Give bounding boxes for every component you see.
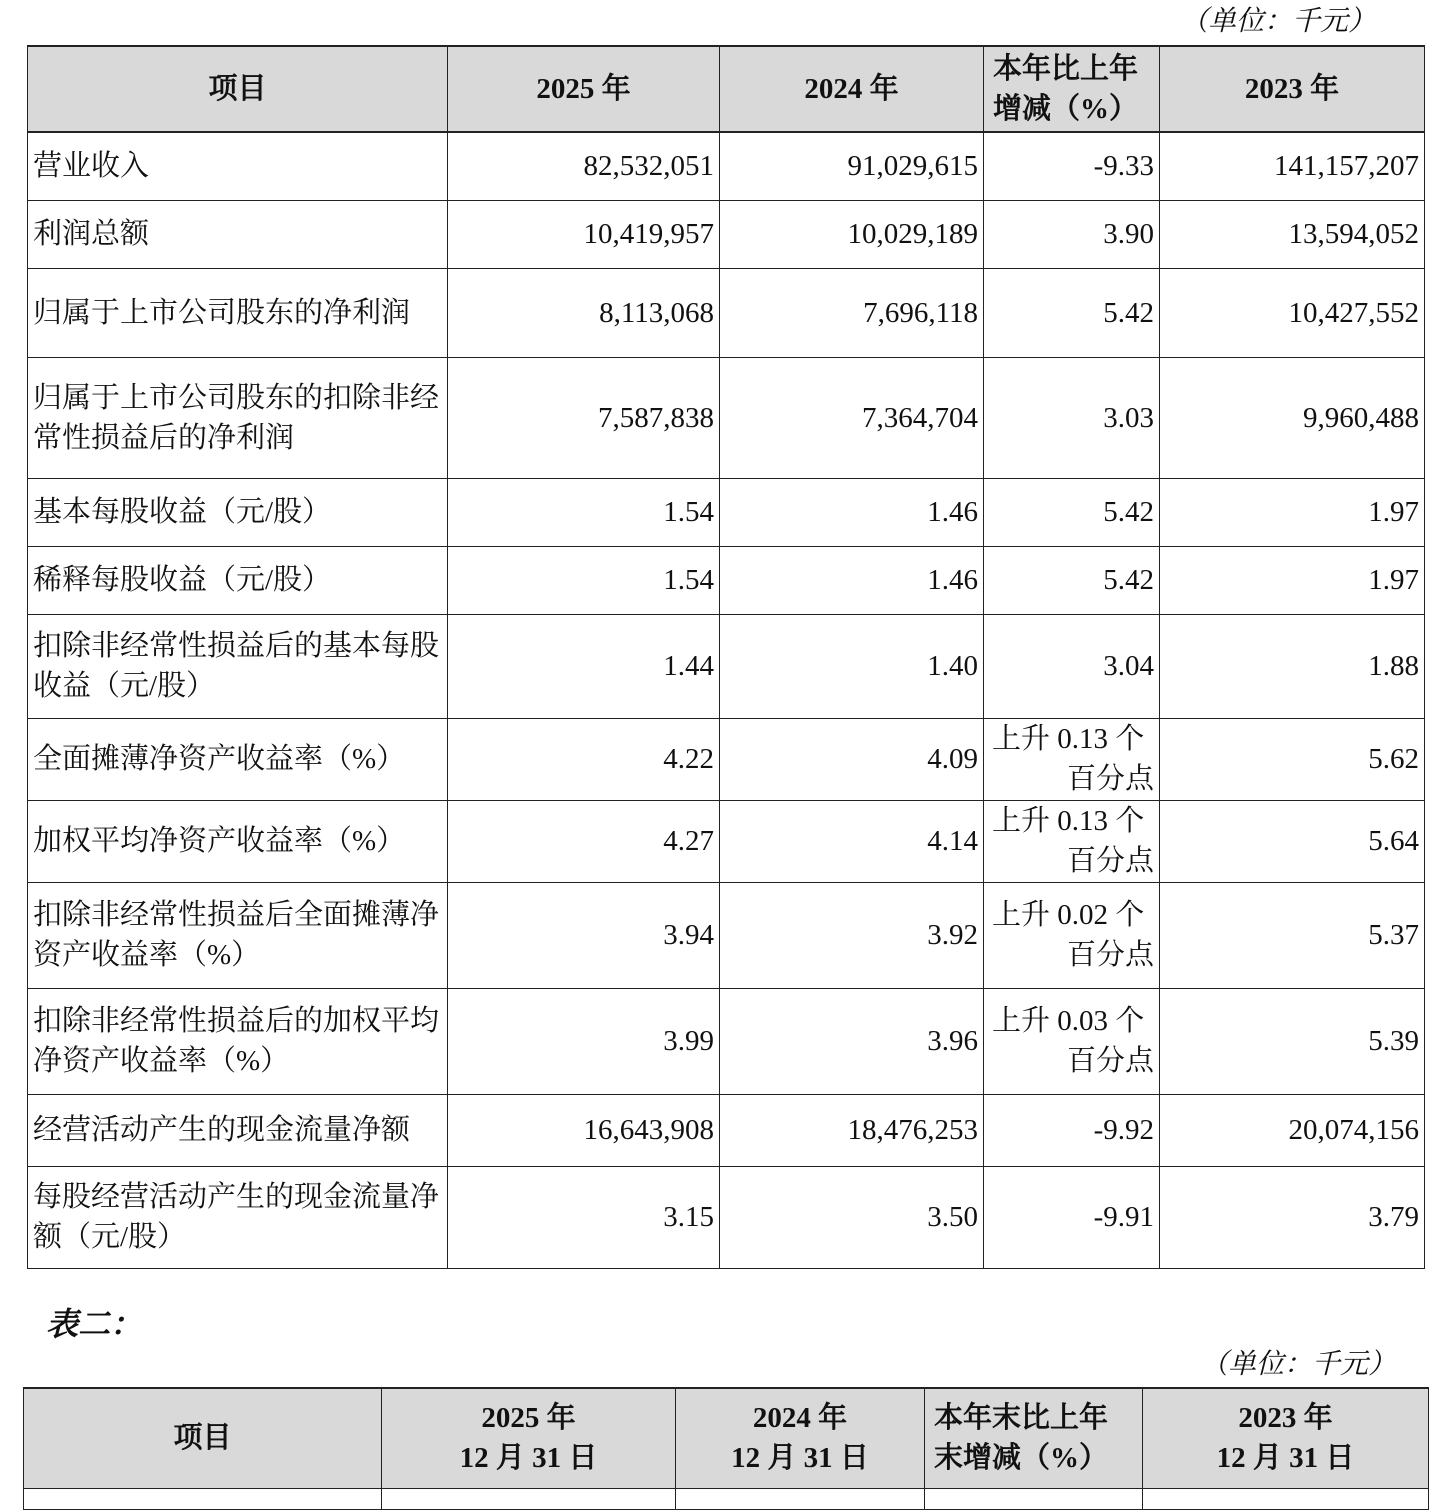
row-2024: 91,029,615 xyxy=(720,132,984,200)
table-row xyxy=(28,718,1425,800)
header-2024: 2024 年 xyxy=(720,46,984,132)
row-change: -9.91 xyxy=(984,1166,1160,1268)
header-2024-line2: 12 月 31 日 xyxy=(731,1442,869,1475)
row-change: 5.42 xyxy=(984,478,1160,546)
row-2025: 1.54 xyxy=(448,478,720,546)
header-item: 项目 xyxy=(28,46,448,132)
header-2025-line2: 12 月 31 日 xyxy=(459,1442,598,1475)
header-2025: 2025 年 xyxy=(448,46,720,132)
row-2023: 1.97 xyxy=(1160,478,1425,546)
row-item: 扣除非经常性损益后全面摊薄净资产收益率（%） xyxy=(28,882,448,988)
row-2024: 3.96 xyxy=(720,988,984,1094)
row-2024: 10,029,189 xyxy=(720,200,984,268)
row-item: 利润总额 xyxy=(28,200,448,268)
row-2023 xyxy=(1143,1488,1429,1509)
row-2024: 1.40 xyxy=(720,614,984,718)
row-change: 3.90 xyxy=(984,200,1160,268)
row-2025: 1.54 xyxy=(448,546,720,614)
row-2023: 9,960,488 xyxy=(1160,357,1425,478)
row-2024: 1.46 xyxy=(720,546,984,614)
unit-label: （单位：千元） xyxy=(1180,6,1377,37)
row-change: 5.42 xyxy=(984,546,1160,614)
table-row xyxy=(28,800,1425,882)
row-2023: 141,157,207 xyxy=(1160,132,1425,200)
row-2023: 5.39 xyxy=(1160,988,1425,1094)
change-bottom: 百分点 xyxy=(1066,763,1154,795)
row-2023: 10,427,552 xyxy=(1160,268,1425,357)
table-two-title: 表二： xyxy=(46,1306,143,1342)
row-2023: 1.88 xyxy=(1160,614,1425,718)
table-row xyxy=(28,546,1425,614)
header-change-line2: 末增减（%） xyxy=(934,1442,1109,1475)
row-2024 xyxy=(676,1488,925,1509)
table-row xyxy=(28,882,1425,988)
row-2025: 3.15 xyxy=(448,1166,720,1268)
header-item: 项目 xyxy=(24,1388,382,1488)
change-bottom: 百分点 xyxy=(1066,1045,1154,1077)
change-bottom: 百分点 xyxy=(1066,939,1154,971)
table-row xyxy=(28,1166,1425,1268)
row-2025: 82,532,051 xyxy=(448,132,720,200)
table-row xyxy=(28,478,1425,546)
row-2023: 5.62 xyxy=(1160,718,1425,800)
row-2024: 4.09 xyxy=(720,718,984,800)
row-change xyxy=(984,988,1160,1094)
header-change-line1: 本年比上年 xyxy=(993,53,1139,85)
row-2023: 5.37 xyxy=(1160,882,1425,988)
row-item: 归属于上市公司股东的扣除非经常性损益后的净利润 xyxy=(28,357,448,478)
row-item: 扣除非经常性损益后的加权平均净资产收益率（%） xyxy=(28,988,448,1094)
balance-indicators-table xyxy=(23,1387,1429,1510)
row-2024: 1.46 xyxy=(720,478,984,546)
row-item: 稀释每股收益（元/股） xyxy=(28,546,448,614)
table-row xyxy=(28,1094,1425,1166)
row-2023: 20,074,156 xyxy=(1160,1094,1425,1166)
row-2023: 5.64 xyxy=(1160,800,1425,882)
row-2024: 4.14 xyxy=(720,800,984,882)
row-2025: 8,113,068 xyxy=(448,268,720,357)
header-change xyxy=(925,1388,1143,1488)
change-top: 上升 0.13 个 xyxy=(992,805,1145,837)
row-2024: 3.92 xyxy=(720,882,984,988)
row-change xyxy=(984,800,1160,882)
row-2025: 1.44 xyxy=(448,614,720,718)
row-item: 加权平均净资产收益率（%） xyxy=(28,800,448,882)
header-change-line1: 本年末比上年 xyxy=(934,1402,1109,1435)
row-2024: 7,696,118 xyxy=(720,268,984,357)
header-change xyxy=(984,46,1160,132)
change-top: 上升 0.13 个 xyxy=(992,723,1145,755)
table-row xyxy=(28,988,1425,1094)
row-2024: 18,476,253 xyxy=(720,1094,984,1166)
row-change xyxy=(925,1488,1143,1509)
header-2023: 2023 年 xyxy=(1160,46,1425,132)
row-change: -9.33 xyxy=(984,132,1160,200)
row-change xyxy=(984,882,1160,988)
table-row xyxy=(28,200,1425,268)
row-2024: 3.50 xyxy=(720,1166,984,1268)
header-2023 xyxy=(1143,1388,1429,1488)
row-item: 归属于上市公司股东的净利润 xyxy=(28,268,448,357)
row-change: 3.03 xyxy=(984,357,1160,478)
row-2023: 13,594,052 xyxy=(1160,200,1425,268)
row-2025: 3.99 xyxy=(448,988,720,1094)
row-2025: 16,643,908 xyxy=(448,1094,720,1166)
table-row xyxy=(28,268,1425,357)
row-item: 营业收入 xyxy=(28,132,448,200)
row-change: 5.42 xyxy=(984,268,1160,357)
row-2025: 3.94 xyxy=(448,882,720,988)
row-2025: 4.22 xyxy=(448,718,720,800)
row-item: 经营活动产生的现金流量净额 xyxy=(28,1094,448,1166)
row-2023: 1.97 xyxy=(1160,546,1425,614)
row-item xyxy=(24,1488,382,1509)
table-row xyxy=(28,614,1425,718)
header-change-line2: 增减（%） xyxy=(993,93,1139,125)
header-2024 xyxy=(676,1388,925,1488)
change-bottom: 百分点 xyxy=(1066,845,1154,877)
financial-indicators-table xyxy=(27,45,1425,1269)
table-row xyxy=(28,357,1425,478)
change-top: 上升 0.02 个 xyxy=(992,899,1145,931)
row-item: 扣除非经常性损益后的基本每股收益（元/股） xyxy=(28,614,448,718)
header-2023-line2: 12 月 31 日 xyxy=(1216,1442,1355,1475)
row-2025: 4.27 xyxy=(448,800,720,882)
row-item: 基本每股收益（元/股） xyxy=(28,478,448,546)
row-change xyxy=(984,718,1160,800)
row-2025: 7,587,838 xyxy=(448,357,720,478)
row-2024: 7,364,704 xyxy=(720,357,984,478)
row-item: 每股经营活动产生的现金流量净额（元/股） xyxy=(28,1166,448,1268)
unit-label-2: （单位：千元） xyxy=(1200,1349,1397,1380)
change-top: 上升 0.03 个 xyxy=(992,1005,1145,1037)
row-change: 3.04 xyxy=(984,614,1160,718)
header-2025-line1: 2025 年 xyxy=(481,1402,576,1435)
table-row xyxy=(28,132,1425,200)
row-2025 xyxy=(382,1488,676,1509)
header-2024-line1: 2024 年 xyxy=(752,1402,848,1435)
row-2023: 3.79 xyxy=(1160,1166,1425,1268)
row-2025: 10,419,957 xyxy=(448,200,720,268)
row-change: -9.92 xyxy=(984,1094,1160,1166)
row-item: 全面摊薄净资产收益率（%） xyxy=(28,718,448,800)
header-2023-line1: 2023 年 xyxy=(1238,1402,1333,1435)
table-row xyxy=(24,1488,1429,1509)
header-2025 xyxy=(382,1388,676,1488)
